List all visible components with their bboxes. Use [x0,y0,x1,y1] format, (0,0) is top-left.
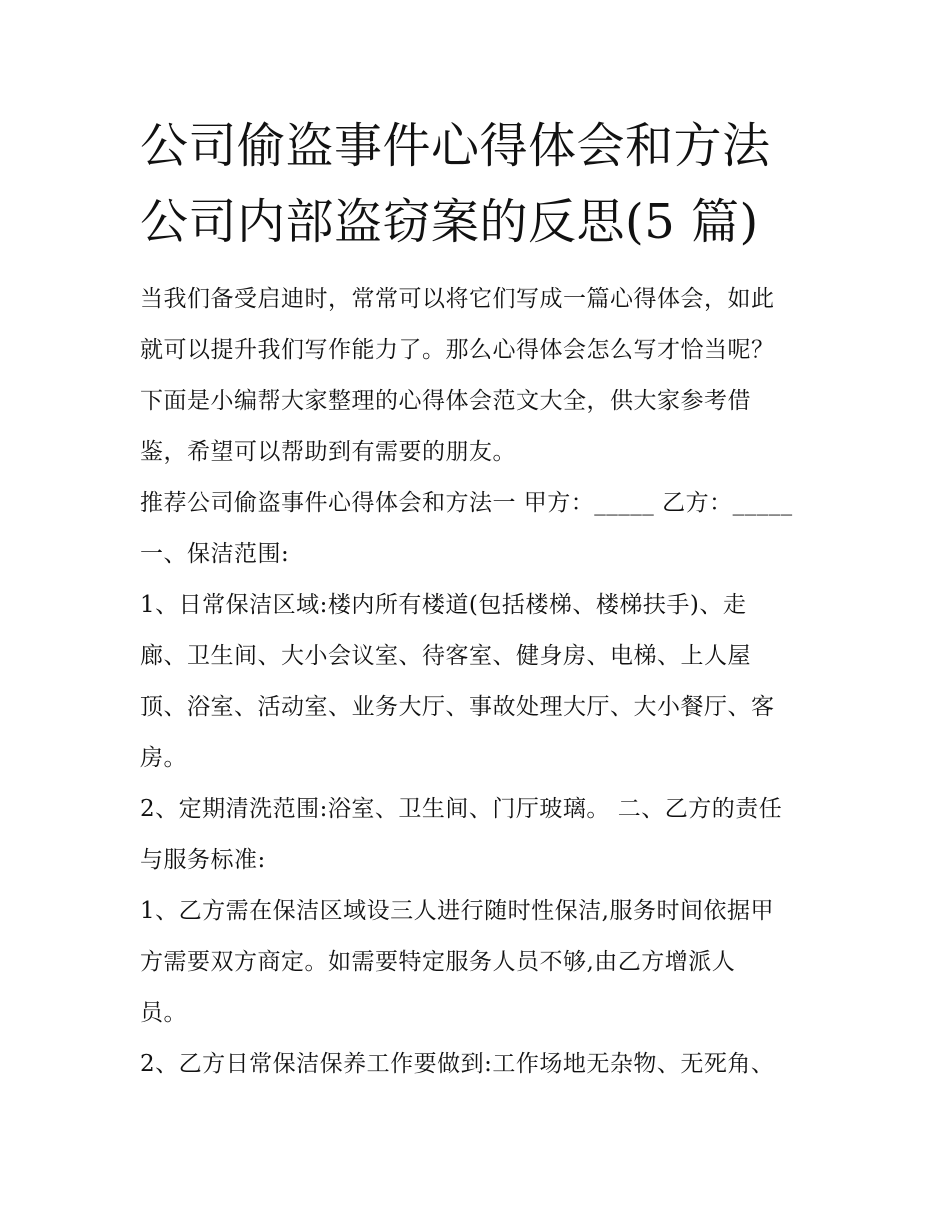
document-title [140,108,816,260]
paragraph-line: 推荐公司偷盗事件心得体会和方法一 甲方：_____ 乙方：_____ [140,490,793,516]
paragraph-line: 与服务标准: [140,847,266,873]
paragraph-line: 员。 [140,1000,187,1026]
title-line: 公司内部盗窃案的反思(5 篇) [140,194,759,250]
paragraph-line: 1、乙方需在保洁区域设三人进行随时性保洁,服务时间依据甲 [140,898,774,924]
paragraph-line: 鉴，希望可以帮助到有需要的朋友。 [140,439,516,465]
document-body [140,274,816,1090]
paragraph-line: 当我们备受启迪时，常常可以将它们写成一篇心得体会，如此 [140,286,775,312]
paragraph-line: 2、乙方日常保洁保养工作要做到:工作场地无杂物、无死角、 [140,1051,775,1077]
section-heading: 一、保洁范围: [140,541,290,567]
paragraph-line: 2、定期清洗范围:浴室、卫生间、门厅玻璃。 二、乙方的责任 [140,796,783,822]
paragraph-line: 房。 [140,745,187,771]
title-line: 公司偷盗事件心得体会和方法 [140,118,771,174]
document-page [140,108,816,1090]
paragraph-line: 方需要双方商定。如需要特定服务人员不够,由乙方增派人 [140,949,736,975]
paragraph-line: 下面是小编帮大家整理的心得体会范文大全，供大家参考借 [140,388,751,414]
paragraph-line: 1、日常保洁区域:楼内所有楼道(包括楼梯、楼梯扶手)、走 [140,592,747,618]
paragraph-line: 顶、浴室、活动室、业务大厅、事故处理大厅、大小餐厅、客 [140,694,775,720]
paragraph-line: 就可以提升我们写作能力了。那么心得体会怎么写才恰当呢？ [140,337,775,363]
paragraph-line: 廊、卫生间、大小会议室、待客室、健身房、电梯、上人屋 [140,643,751,669]
